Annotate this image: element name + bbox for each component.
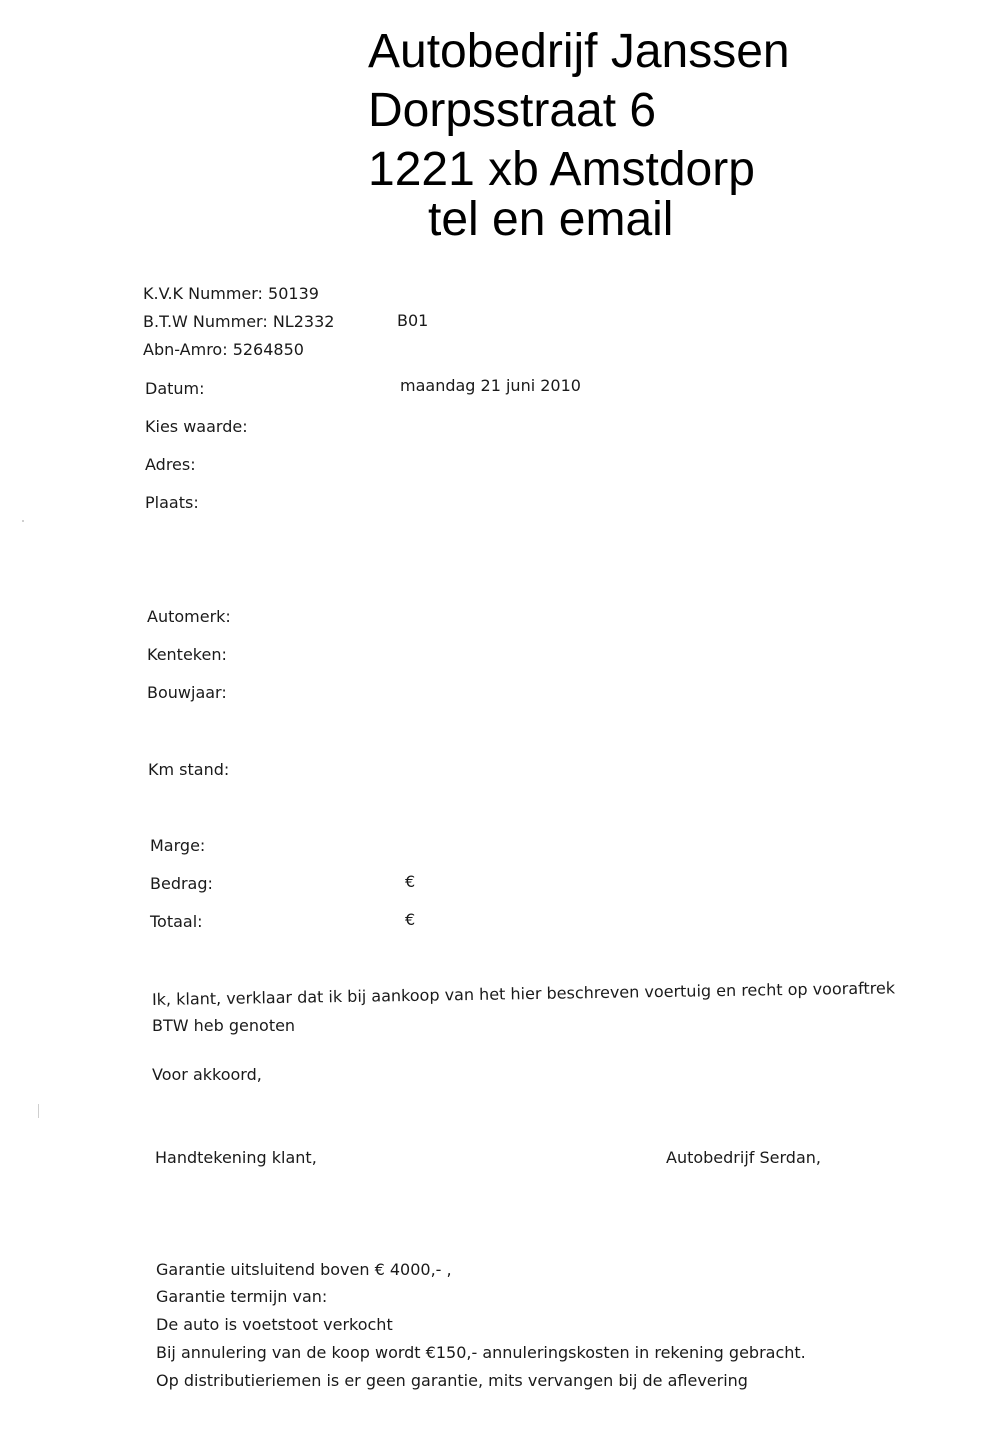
bedrag-label: Bedrag: [150, 874, 213, 893]
agreement-text: Voor akkoord, [152, 1065, 262, 1084]
btw-number-suffix: B01 [397, 311, 429, 330]
kvk-number: K.V.K Nummer: 50139 [143, 284, 319, 303]
automerk-label: Automerk: [147, 607, 231, 626]
terms-line: De auto is voetstoot verkocht [156, 1315, 393, 1334]
company-contact: tel en email [428, 193, 674, 246]
kenteken-label: Kenteken: [147, 645, 227, 664]
datum-label: Datum: [145, 379, 205, 398]
totaal-label: Totaal: [150, 912, 203, 931]
customer-signature-label: Handtekening klant, [155, 1148, 317, 1167]
scan-mark [38, 1104, 39, 1118]
km-stand-label: Km stand: [148, 760, 230, 779]
datum-value: maandag 21 juni 2010 [400, 376, 581, 395]
terms-line: Garantie uitsluitend boven € 4000,- , [156, 1260, 452, 1279]
scan-mark [22, 520, 24, 522]
declaration-line-1: Ik, klant, verklaar dat ik bij aankoop van het hier beschreven voertuig en recht op vooraftrek [151, 978, 896, 1009]
btw-number: B.T.W Nummer: NL2332 [143, 312, 335, 331]
company-street: Dorpsstraat 6 [368, 84, 657, 137]
bank-account: Abn-Amro: 5264850 [143, 340, 304, 359]
marge-label: Marge: [150, 836, 206, 855]
adres-label: Adres: [145, 455, 196, 474]
terms-line: Bij annulering van de koop wordt €150,- annuleringskosten in rekening gebracht. [156, 1343, 806, 1362]
terms-line: Garantie termijn van: [156, 1287, 328, 1306]
terms-line: Op distributieriemen is er geen garantie, mits vervangen bij de aflevering [156, 1371, 748, 1390]
plaats-label: Plaats: [145, 493, 199, 512]
declaration-line-2: BTW heb genoten [152, 1016, 296, 1035]
totaal-currency: € [405, 910, 416, 929]
company-name: Autobedrijf Janssen [368, 25, 790, 78]
bedrag-currency: € [405, 872, 416, 891]
bouwjaar-label: Bouwjaar: [147, 683, 227, 702]
kies-waarde-label: Kies waarde: [145, 417, 248, 436]
company-signature-label: Autobedrijf Serdan, [666, 1148, 821, 1167]
company-postal-city: 1221 xb Amstdorp [368, 143, 755, 196]
